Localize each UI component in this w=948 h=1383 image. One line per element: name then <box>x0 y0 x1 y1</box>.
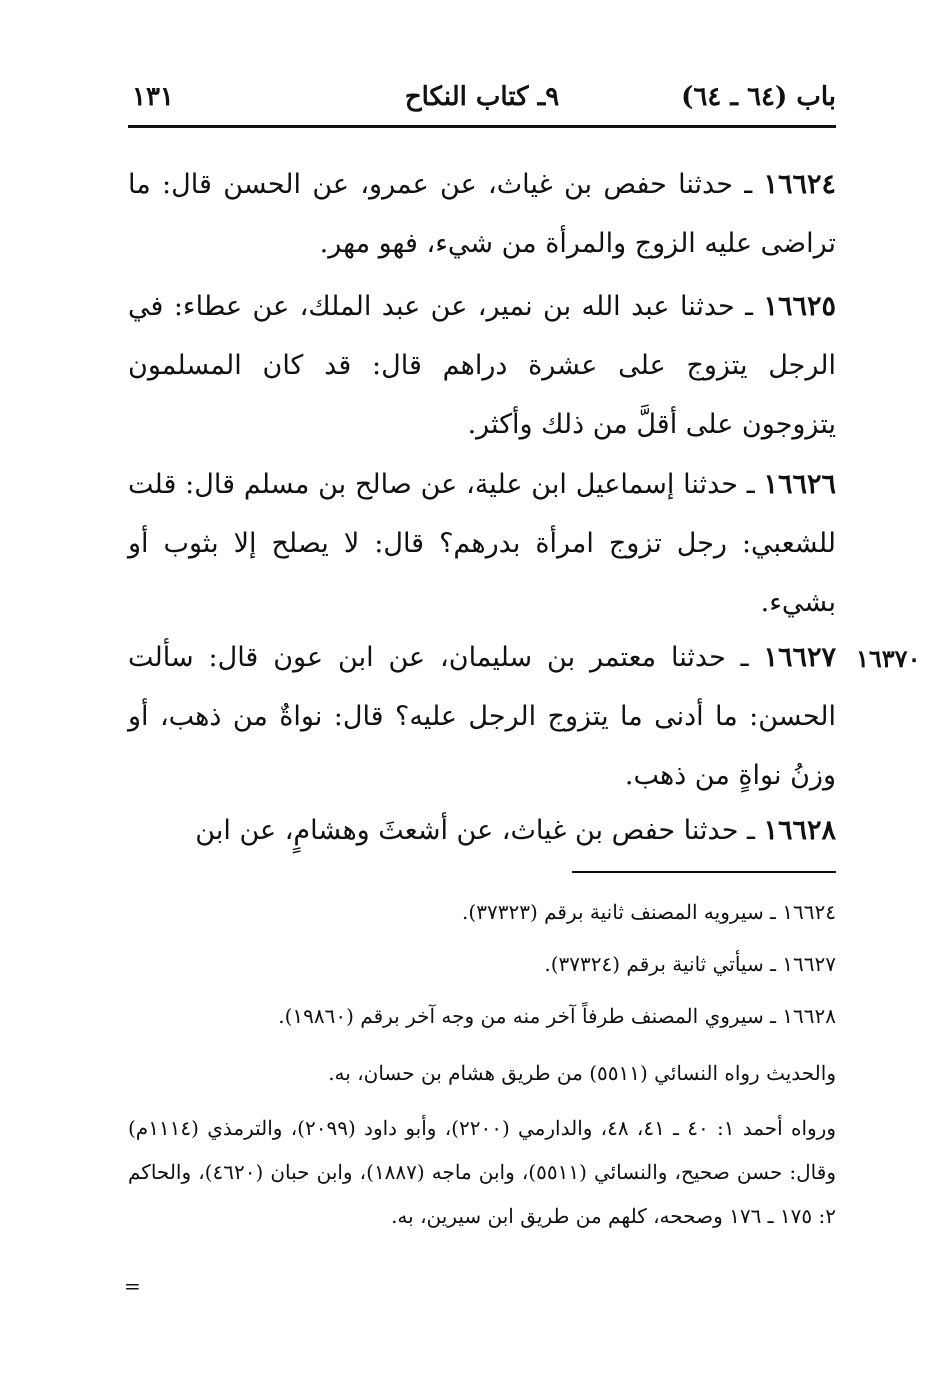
hadith-paragraph <box>128 628 836 805</box>
hadith-number: ١٦٦٢٧ <box>763 642 836 673</box>
chapter-reference: باب (٦٤ ـ ٦٤) <box>681 82 836 112</box>
footnote: ١٦٦٢٨ ـ سيروي المصنف طرفاً آخر منه من وجه آخر برقم (١٩٨٦٠). <box>278 1004 836 1028</box>
hadith-text: ـ حدثنا عبد الله بن نمير، عن عبد الملك، عن عطاء: في الرجل يتزوج على عشرة دراهم قال: قد كان المسلمون يتزوجون على أقلَّ من ذلك وأكثر. <box>128 291 836 440</box>
footnote-separator <box>572 871 836 873</box>
hadith-paragraph <box>128 801 836 860</box>
hadith-paragraph <box>128 455 836 632</box>
book-title: ٩ـ كتاب النكاح <box>404 82 560 112</box>
hadith-paragraph <box>128 277 836 454</box>
header-rule <box>128 125 836 128</box>
page-number: ١٣١ <box>132 82 174 112</box>
hadith-number: ١٦٦٢٤ <box>763 169 836 200</box>
hadith-text: ـ حدثنا إسماعيل ابن علية، عن صالح بن مسلم قال: قلت للشعبي: رجل تزوج امرأة بدرهم؟ قال: لا يصلح إلا بثوب أو بشيء. <box>128 469 836 618</box>
hadith-number: ١٦٦٢٨ <box>763 815 836 846</box>
hadith-text: ـ حدثنا معتمر بن سليمان، عن ابن عون قال: سألت الحسن: ما أدنى ما يتزوج الرجل عليه؟ قال: نواةٌ من ذهب، أو وزنُ نواةٍ من ذهب. <box>128 642 836 791</box>
margin-number: ١٦٣٧٠ <box>856 644 921 673</box>
hadith-number: ١٦٦٢٦ <box>763 469 836 500</box>
footnote: والحديث رواه النسائي (٥٥١١) من طريق هشام بن حسان، به. <box>328 1061 836 1085</box>
hadith-number: ١٦٦٢٥ <box>763 291 836 322</box>
footnote: ورواه أحمد ١: ٤٠ ـ ٤١، ٤٨، والدارمي (٢٢٠٠)، وأبو داود (٢٠٩٩)، والترمذي (١١١٤م) وقال: حسن صحيح، والنسائي (٥٥١١)، وابن ماجه (١٨٨٧)، وابن حبان (٤٦٢٠)، والحاكم ٢: ١٧٥ ـ ١٧٦ وصححه، كلهم من طريق ابن سيرين، به. <box>128 1116 836 1228</box>
hadith-text: ـ حدثنا حفص بن غياث، عن أشعثَ وهشامٍ، عن ابن <box>195 815 764 846</box>
footnote-continuation-mark: = <box>124 1274 141 1298</box>
hadith-paragraph <box>128 155 836 273</box>
footnote: ١٦٦٢٧ ـ سيأتي ثانية برقم (٣٧٣٢٤). <box>544 952 836 976</box>
hadith-text: ـ حدثنا حفص بن غياث، عن عمرو، عن الحسن قال: ما تراضى عليه الزوج والمرأة من شيء، فهو مهر. <box>128 169 836 259</box>
page-header <box>128 78 836 128</box>
footnote: ١٦٦٢٤ ـ سيرويه المصنف ثانية برقم (٣٧٣٢٣). <box>462 900 836 924</box>
